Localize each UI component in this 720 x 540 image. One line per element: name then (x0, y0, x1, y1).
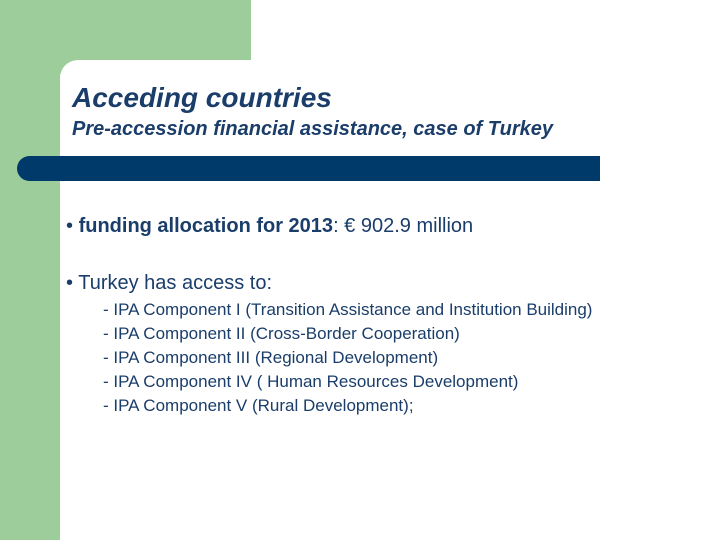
funding-label: funding allocation for 2013 (78, 215, 334, 237)
ipa-component-item: - IPA Component II (Cross-Border Cooperation) (103, 324, 460, 343)
bullet-marker: • (66, 272, 74, 294)
title-divider-bar (17, 156, 600, 181)
ipa-component-item: - IPA Component I (Transition Assistance and Institution Building) (103, 300, 593, 319)
bullet-turkey-access (66, 272, 272, 295)
ipa-component-item: - IPA Component V (Rural Development); (103, 396, 414, 415)
funding-value: : € 902.9 million (333, 215, 474, 237)
bullet-funding-allocation (66, 215, 473, 238)
access-text: Turkey has access to: (78, 272, 272, 294)
slide-title: Acceding countries (72, 82, 332, 113)
slide-subtitle: Pre-accession financial assistance, case of Turkey (72, 118, 553, 140)
ipa-component-item: - IPA Component III (Regional Development) (103, 348, 439, 367)
green-side-bar (0, 0, 60, 540)
ipa-component-list (103, 298, 592, 418)
ipa-component-item: - IPA Component IV ( Human Resources Development) (103, 372, 519, 391)
bullet-marker: • (66, 215, 74, 237)
